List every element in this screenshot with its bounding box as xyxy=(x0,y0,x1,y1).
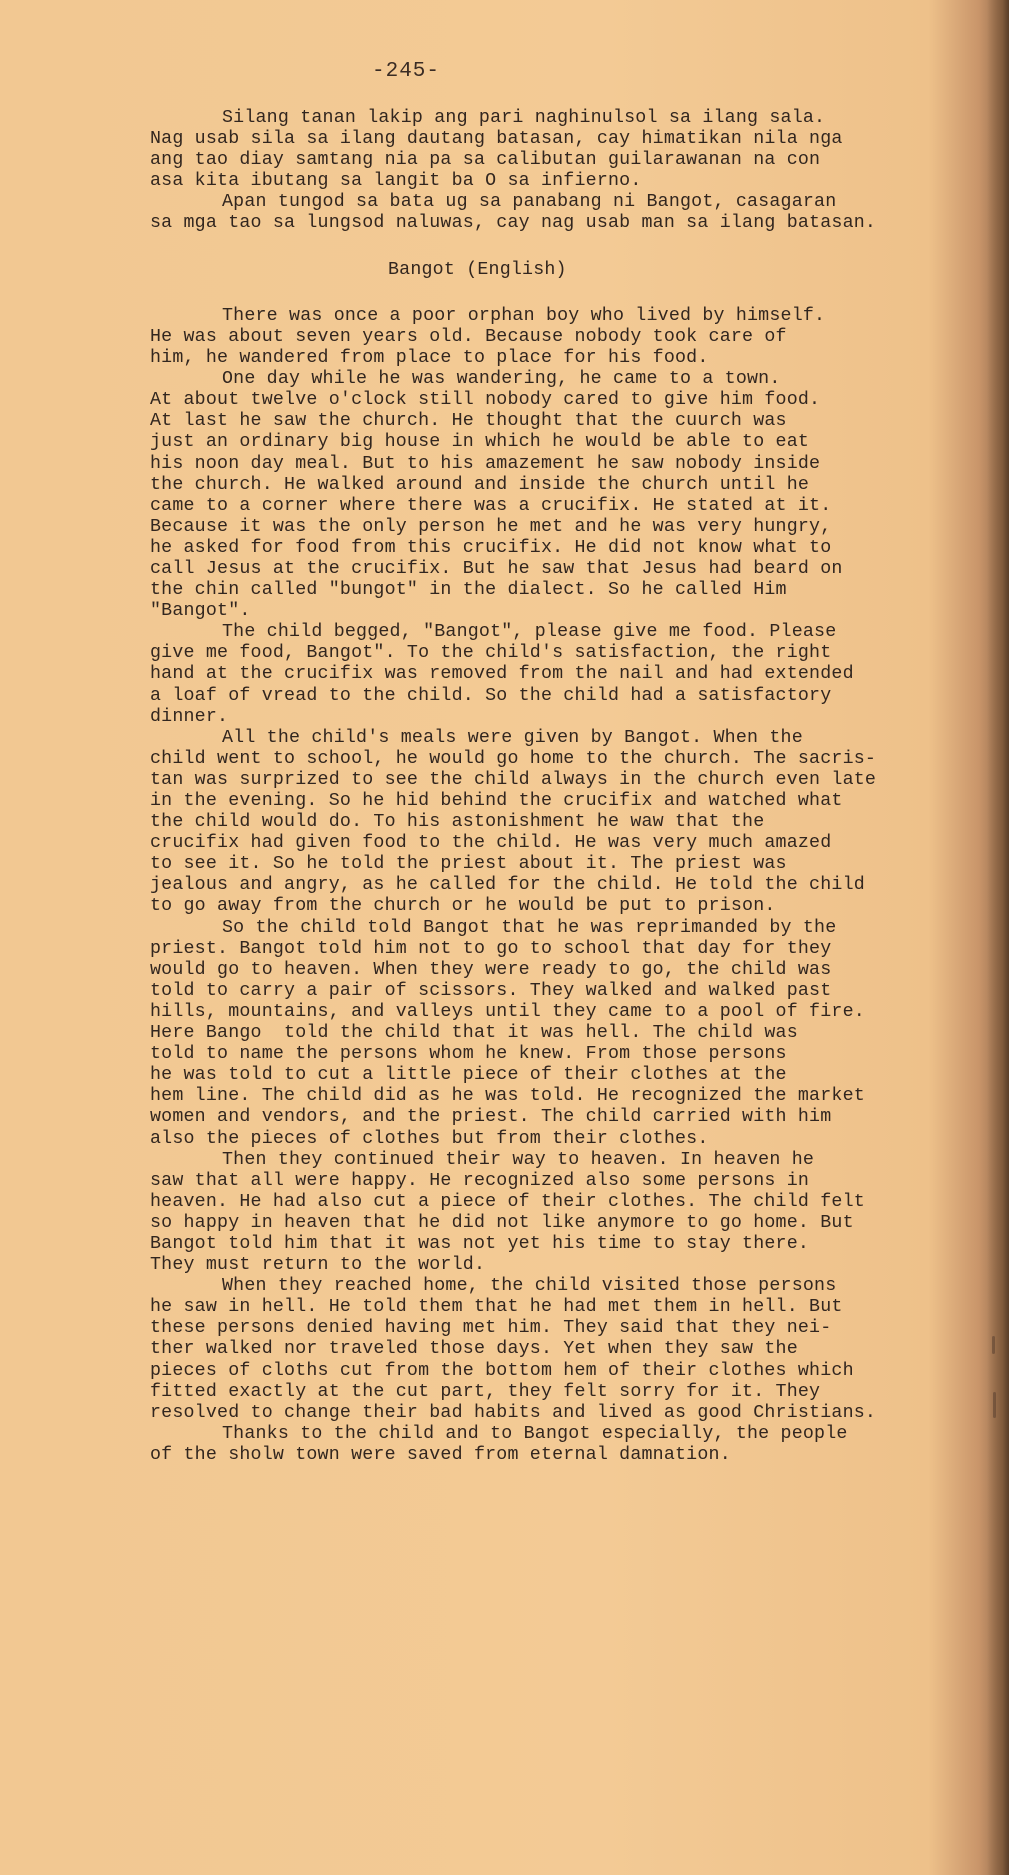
english-paragraph xyxy=(150,1150,980,1277)
text-line: The child begged, "Bangot", please give me food. Please xyxy=(222,622,837,643)
text-line: the chin called "bungot" in the dialect. So he called Him xyxy=(150,580,787,601)
text-line: resolved to change their bad habits and lived as good Christians. xyxy=(150,1402,877,1423)
text-line: the church. He walked around and inside the church until he xyxy=(150,474,810,495)
margin-ink-mark xyxy=(993,1392,996,1418)
text-line: would go to heaven. When they were ready to go, the child was xyxy=(150,959,832,980)
text-line: these persons denied having met him. They said that they nei- xyxy=(150,1318,832,1339)
text-line: priest. Bangot told him not to go to school that day for they xyxy=(150,938,832,959)
cebuano-paragraph xyxy=(150,192,980,234)
text-line: asa kita ibutang sa langit ba O sa infierno. xyxy=(150,171,642,192)
text-line: hills, mountains, and valleys until they came to a pool of fire. xyxy=(150,1001,865,1022)
text-line: of the sholw town were saved from eternal damnation. xyxy=(150,1444,731,1465)
text-line: Then they continued their way to heaven. In heaven he xyxy=(222,1149,815,1170)
text-line: There was once a poor orphan boy who lived by himself. xyxy=(222,305,826,326)
typed-text-block xyxy=(150,108,980,1466)
text-line: Silang tanan lakip ang pari naghinulsol sa ilang sala. xyxy=(222,108,826,128)
spacer xyxy=(150,235,980,256)
text-line: hand at the crucifix was removed from the nail and had extended xyxy=(150,664,854,685)
text-line: to see it. So he told the priest about it. The priest was xyxy=(150,854,787,875)
text-line: a loaf of vread to the child. So the child had a satisfactory xyxy=(150,685,832,706)
page-edge-shadow xyxy=(987,0,1009,1875)
cebuano-paragraph xyxy=(150,108,980,192)
section-heading: Bangot (English) xyxy=(388,259,567,280)
text-line: told to name the persons whom he knew. From those persons xyxy=(150,1044,787,1065)
english-paragraph xyxy=(150,728,980,918)
text-line: him, he wandered from place to place for his food. xyxy=(150,348,709,369)
text-line: ang tao diay samtang nia pa sa calibutan guilarawanan na con xyxy=(150,150,821,171)
english-paragraph xyxy=(150,306,980,369)
text-line: "Bangot". xyxy=(150,601,251,622)
text-line: pieces of cloths cut from the bottom hem of their clothes which xyxy=(150,1360,854,1381)
text-line: child went to school, he would go home to the church. The sacris- xyxy=(150,748,877,769)
english-paragraph xyxy=(150,1424,980,1466)
text-line: fitted exactly at the cut part, they felt sorry for it. They xyxy=(150,1381,821,1402)
text-line: give me food, Bangot". To the child's satisfaction, the right xyxy=(150,643,832,664)
english-paragraph xyxy=(150,1276,980,1424)
text-line: so happy in heaven that he did not like anymore to go home. But xyxy=(150,1212,854,1233)
text-line: women and vendors, and the priest. The child carried with him xyxy=(150,1107,832,1128)
english-paragraph xyxy=(150,918,980,1150)
text-line: Apan tungod sa bata ug sa panabang ni Bangot, casagaran xyxy=(222,192,837,213)
spacer xyxy=(150,285,980,306)
text-line: At about twelve o'clock still nobody cared to give him food. xyxy=(150,390,821,411)
text-line: came to a corner where there was a crucifix. He stated at it. xyxy=(150,495,832,516)
text-line: ther walked nor traveled those days. Yet when they saw the xyxy=(150,1339,798,1360)
page-number: -245- xyxy=(372,60,441,83)
text-line: jealous and angry, as he called for the child. He told the child xyxy=(150,875,865,896)
text-line: crucifix had given food to the child. He was very much amazed xyxy=(150,833,832,854)
text-line: Here Bango told the child that it was hell. The child was xyxy=(150,1023,798,1044)
text-line: he asked for food from this crucifix. He did not know what to xyxy=(150,537,832,558)
text-line: All the child's meals were given by Bangot. When the xyxy=(222,727,803,748)
text-line: Because it was the only person he met and he was very hungry, xyxy=(150,516,832,537)
text-line: to go away from the church or he would be put to prison. xyxy=(150,896,776,917)
text-line: the child would do. To his astonishment he waw that the xyxy=(150,812,765,833)
text-line: So the child told Bangot that he was reprimanded by the xyxy=(222,917,837,938)
text-line: Thanks to the child and to Bangot especially, the people xyxy=(222,1423,848,1444)
text-line: his noon day meal. But to his amazement he saw nobody inside xyxy=(150,453,821,474)
text-line: he was told to cut a little piece of their clothes at the xyxy=(150,1065,787,1086)
english-paragraph xyxy=(150,369,980,622)
text-line: sa mga tao sa lungsod naluwas, cay nag usab man sa ilang batasan. xyxy=(150,213,877,234)
text-line: just an ordinary big house in which he would be able to eat xyxy=(150,432,810,453)
text-line: dinner. xyxy=(150,706,229,727)
text-line: At last he saw the church. He thought that the cuurch was xyxy=(150,411,787,432)
text-line: Bangot told him that it was not yet his time to stay there. xyxy=(150,1233,810,1254)
text-line: They must return to the world. xyxy=(150,1255,486,1276)
text-line: he saw in hell. He told them that he had met them in hell. But xyxy=(150,1297,843,1318)
text-line: heaven. He had also cut a piece of their clothes. The child felt xyxy=(150,1191,865,1212)
text-line: in the evening. So he hid behind the crucifix and watched what xyxy=(150,791,843,811)
text-line: told to carry a pair of scissors. They walked and walked past xyxy=(150,980,832,1001)
english-paragraph xyxy=(150,622,980,727)
text-line: When they reached home, the child visited those persons xyxy=(222,1276,837,1297)
text-line: hem line. The child did as he was told. He recognized the market xyxy=(150,1086,865,1107)
text-line: call Jesus at the crucifix. But he saw that Jesus had beard on xyxy=(150,558,843,579)
text-line: He was about seven years old. Because nobody took care of xyxy=(150,326,787,347)
text-line: tan was surprized to see the child always in the church even late xyxy=(150,769,877,790)
text-line: Nag usab sila sa ilang dautang batasan, cay himatikan nila nga xyxy=(150,129,843,150)
text-line: One day while he was wandering, he came to a town. xyxy=(222,369,781,390)
text-line: also the pieces of clothes but from their clothes. xyxy=(150,1128,709,1149)
text-line: saw that all were happy. He recognized also some persons in xyxy=(150,1170,810,1191)
margin-ink-mark xyxy=(992,1336,995,1354)
